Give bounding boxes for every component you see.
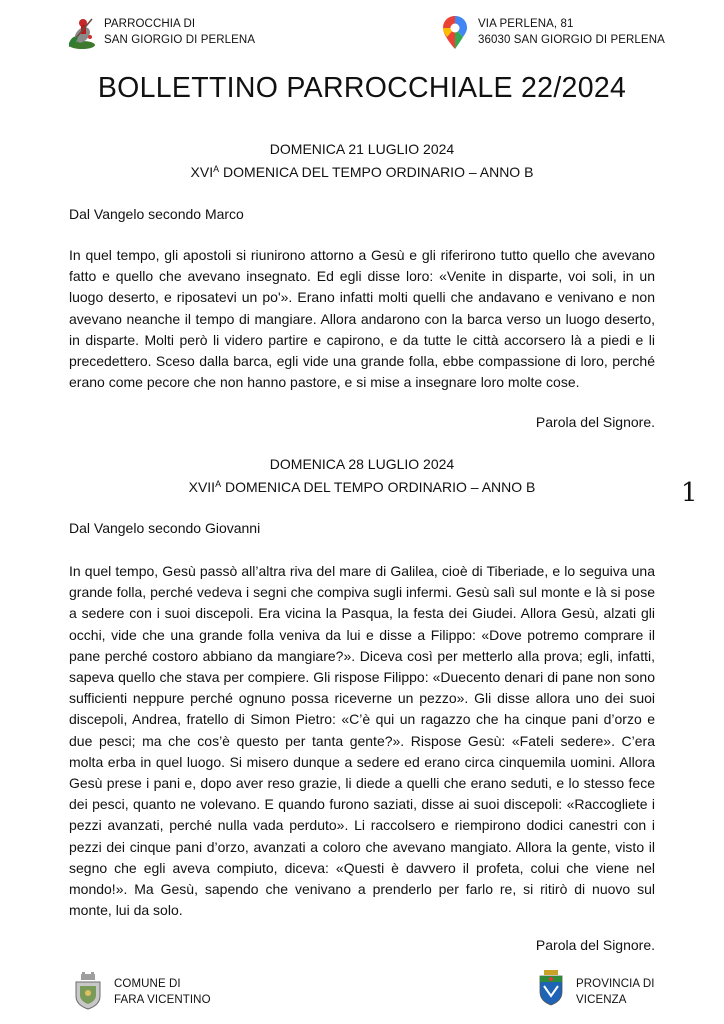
section-1-date: DOMENICA 21 LUGLIO 2024 (269, 141, 455, 157)
section-1-sunday (0, 159, 724, 182)
section-2-closing: Parola del Signore. (535, 937, 655, 953)
address-line-2: 36030 SAN GIORGIO DI PERLENA (478, 34, 665, 46)
map-pin-icon (442, 15, 468, 51)
section-2-gospel-text: In quel tempo, Gesù passò all’altra riva del mare di Galilea, cioè di Tiberiade, e lo seguiva una grande folla, perché vedeva i segni che compiva sugli infermi. Gesù salì sul monte e là si pose a sedere con i suoi discepoli. Era vicina la Pasqua, la festa dei Giudei. Allora Gesù, alzati gli occhi, vide che una grande folla veniva da lui e disse a Filippo: «Dove potremo comprare il pane perché costoro abbiano da mangiare?». Diceva così per metterlo alla prova; egli, infatti, sapeva quello che stava per compiere. Gli rispose Filippo: «Duecento denari di pane non sono sufficienti neppure perché ognuno possa riceverne un pezzo». Gli disse allora uno dei suoi discepoli, Andrea, fratello di Simon Pietro: «C’è qui un ragazzo che ha cinque pani d’orzo e due pesci; ma che cos’è questo per tanta gente?». Rispose Gesù: «Fateli sedere». C’era molta erba in quel luogo. Si misero dunque a sedere ed erano circa cinquemila uomini. Allora Gesù prese i pani e, dopo aver reso grazie, li diede a quelli che erano seduti, e lo stesso fece dei pesci, quanto ne volevano. E quando furono saziati, disse ai suoi discepoli: «Raccogliete i pezzi avanzati, perché nulla vada perduto». Li raccolsero e riempirono dodici canestri con i pezzi dei cinque pani d’orzo, avanzati a coloro che avevano mangiato. Allora la gente, visto il segno che egli aveva compiuto, diceva: «Questi è davvero il profeta, colui che viene nel mondo!». Ma Gesù, sapendo che venivano a prenderlo per farlo re, si ritirò di nuovo sul monte, lui da solo. (69, 563, 655, 919)
section-1-ordinal-sup: A (213, 164, 220, 174)
bulletin-title: BOLLETTINO PARROCCHIALE 22/2024 (97, 72, 627, 104)
comune-line-2: FARA VICENTINO (114, 994, 211, 1006)
provincia-crest-icon (538, 970, 570, 1008)
section-2-ordinal: XVII (188, 479, 216, 495)
section-1-gospel-text: In quel tempo, gli apostoli si riunirono attorno a Gesù e gli riferirono tutto quello che avevano fatto e quello che avevano insegnato. Ed egli disse loro: «Venite in disparte, voi soli, in un luogo deserto, e riposatevi un po'». Erano infatti molti quelli che andavano e venivano e non avevano neanche il tempo di mangiare. Allora andarono con la barca verso un luogo deserto, in disparte. Molti però li videro partire e capirono, e da tutte le città accorsero là a piedi e li precedettero. Sceso dalla barca, egli vide una grande folla, ebbe compassione di loro, perché erano come pecore che non hanno pastore, e si mise a insegnare loro molte cose. (69, 247, 655, 391)
parish-line-1: PARROCCHIA DI (104, 18, 196, 30)
parish-header (66, 15, 255, 51)
section-2-heading (0, 454, 724, 497)
comune-line-1: COMUNE DI (114, 978, 181, 990)
section-1-gospel-source: Dal Vangelo secondo Marco (69, 206, 244, 222)
comune-crest-icon (72, 972, 104, 1010)
comune-footer (72, 972, 211, 1010)
provincia-name (576, 976, 655, 1008)
section-2-sunday (0, 474, 724, 497)
parish-address (478, 16, 665, 48)
comune-name (114, 976, 211, 1008)
section-1-heading (0, 139, 724, 182)
st-george-dragon-icon (66, 15, 98, 51)
section-2-gospel-source: Dal Vangelo secondo Giovanni (69, 520, 261, 536)
provincia-line-2: VICENZA (576, 994, 627, 1006)
section-1-closing: Parola del Signore. (535, 414, 655, 430)
address-line-1: VIA PERLENA, 81 (478, 18, 574, 30)
provincia-line-1: PROVINCIA DI (576, 978, 655, 990)
parish-name (104, 16, 255, 48)
section-2-sunday-rest: DOMENICA DEL TEMPO ORDINARIO – ANNO B (221, 479, 536, 495)
page-number: 1 (681, 478, 698, 508)
parish-line-2: SAN GIORGIO DI PERLENA (104, 34, 256, 46)
section-1-ordinal: XVI (190, 164, 214, 180)
address-header (442, 15, 665, 51)
section-2-ordinal-sup: A (215, 479, 222, 489)
section-1-sunday-rest: DOMENICA DEL TEMPO ORDINARIO – ANNO B (219, 164, 534, 180)
section-2-date: DOMENICA 28 LUGLIO 2024 (269, 456, 455, 472)
provincia-footer (538, 970, 655, 1008)
